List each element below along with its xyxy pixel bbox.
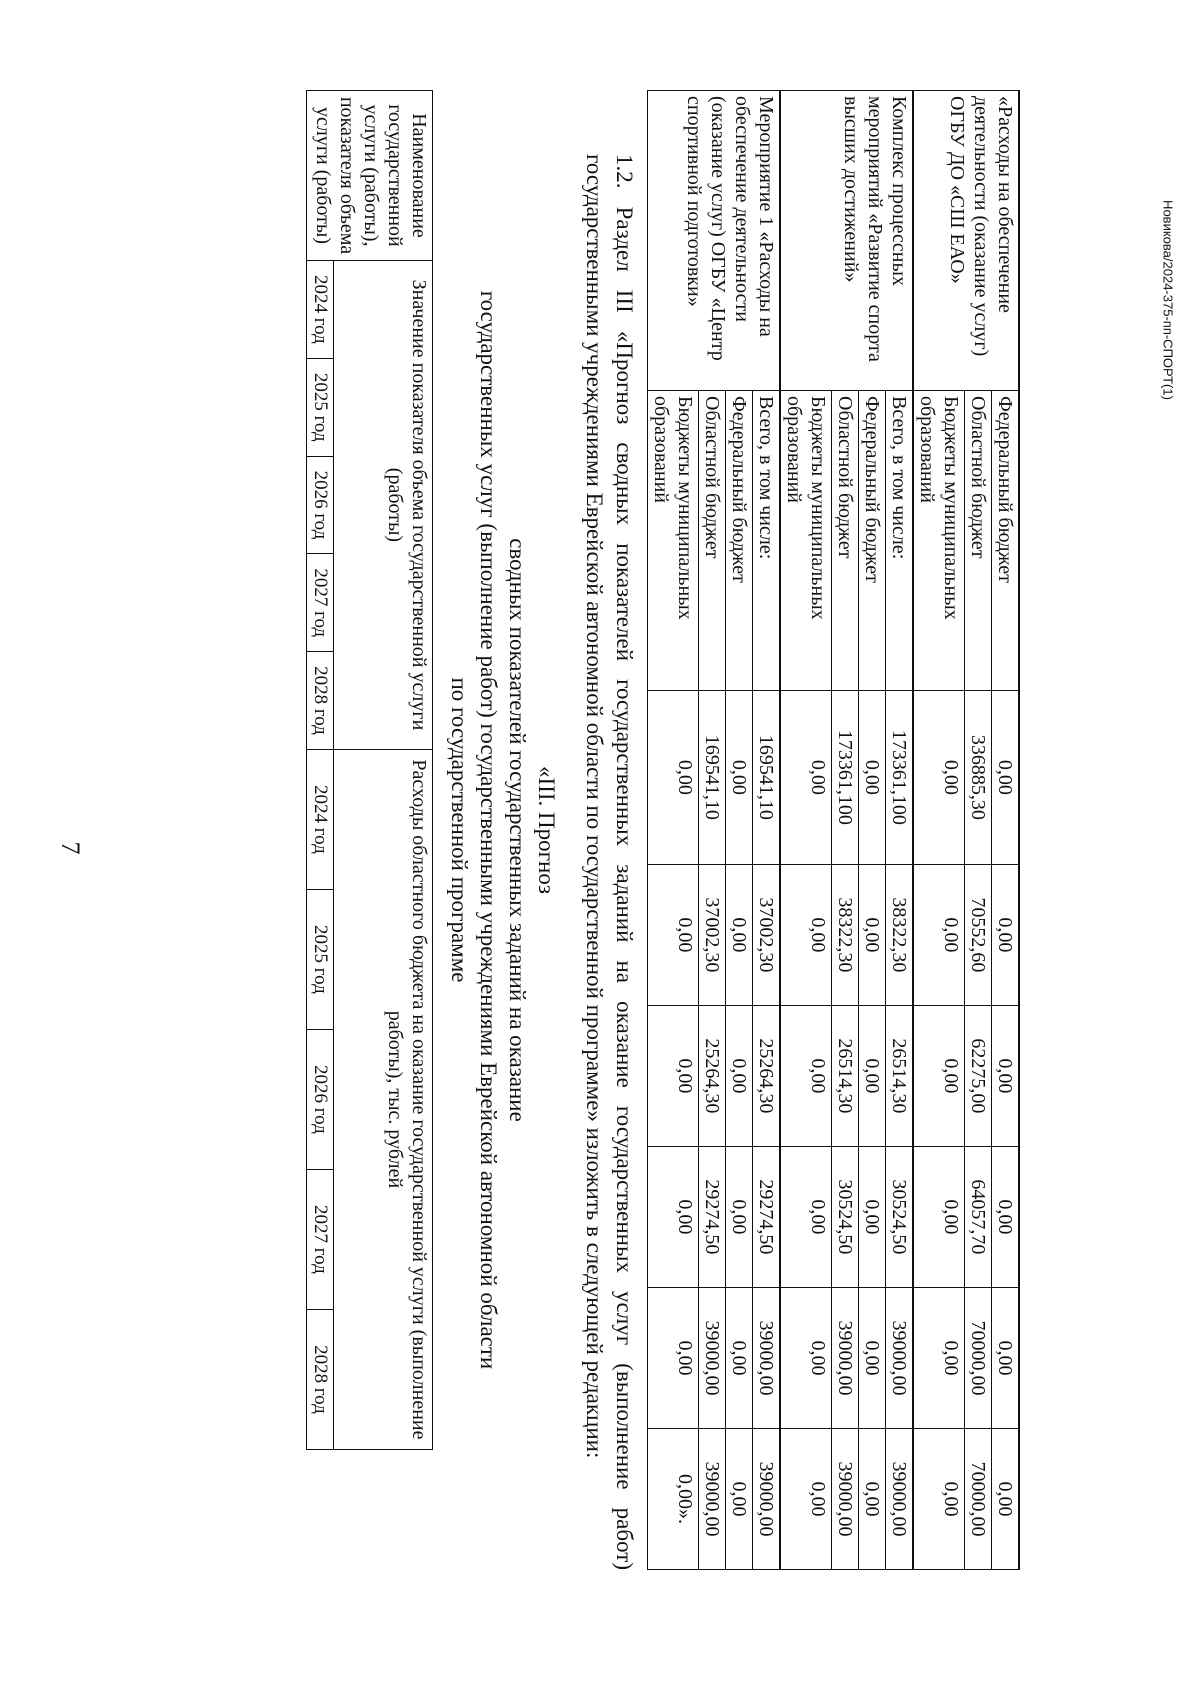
section-heading-line: государственных услуг (выполнение работ) государственными учреждениями Еврейской автономной области bbox=[476, 290, 501, 1370]
funding-source: Областной бюджет bbox=[699, 391, 726, 691]
amount-cell: 37002,30 bbox=[753, 864, 781, 1005]
amount-cell: 0,00 bbox=[726, 864, 753, 1005]
value-year-header: 2027 год bbox=[307, 554, 334, 652]
amount-cell: 26514,30 bbox=[886, 1005, 914, 1146]
amount-cell: 0,00 bbox=[780, 1428, 832, 1569]
expense-year-header: 2024 год bbox=[307, 749, 334, 889]
amount-cell: 0,00 bbox=[992, 864, 1020, 1005]
amount-cell: 0,00 bbox=[992, 1005, 1020, 1146]
forecast-table bbox=[306, 90, 433, 1450]
amount-cell: 39000,00 bbox=[699, 1428, 726, 1569]
expense-year-header: 2027 год bbox=[307, 1169, 334, 1309]
amount-cell: 0,00 bbox=[992, 1146, 1020, 1287]
value-year-header: 2028 год bbox=[307, 652, 334, 750]
finance-table bbox=[647, 90, 1020, 1570]
amount-cell: 25264,30 bbox=[753, 1005, 781, 1146]
amount-cell: 0,00 bbox=[992, 1287, 1020, 1428]
amount-cell: 0,00 bbox=[859, 691, 886, 865]
amendment-text: 1.2. Раздел III «Прогноз сводных показателей государственных заданий на оказание государственных услуг (выполнение работ) государственными учреждениями Еврейской автономной области по государственной программе» изложить в следующей редакции: bbox=[582, 154, 637, 1570]
expense-year-header: 2026 год bbox=[307, 1029, 334, 1169]
amount-cell: 29274,50 bbox=[699, 1146, 726, 1287]
amount-cell: 0,00 bbox=[780, 864, 832, 1005]
amount-cell: 38322,30 bbox=[832, 864, 859, 1005]
amount-cell: 0,00 bbox=[992, 1428, 1020, 1569]
funding-source: Областной бюджет bbox=[965, 391, 992, 691]
amount-cell: 0,00 bbox=[648, 1005, 699, 1146]
expense-item-name: Комплекс процессных мероприятий «Развитие спорта высших достижений» bbox=[780, 91, 913, 391]
amount-cell: 0,00 bbox=[913, 1146, 965, 1287]
amount-cell: 173361,100 bbox=[832, 691, 859, 865]
amount-cell: 0,00 bbox=[913, 1005, 965, 1146]
funding-source: Областной бюджет bbox=[832, 391, 859, 691]
amount-cell: 0,00 bbox=[648, 1146, 699, 1287]
finance-row bbox=[886, 91, 914, 1570]
amount-cell: 0,00 bbox=[648, 1287, 699, 1428]
amount-cell: 38322,30 bbox=[886, 864, 914, 1005]
amount-cell: 0,00 bbox=[780, 1146, 832, 1287]
amount-cell: 64057,70 bbox=[965, 1146, 992, 1287]
forecast-header-values: Значение показателя объема государственной услуги (работы) bbox=[334, 261, 433, 750]
funding-source: Федеральный бюджет bbox=[992, 391, 1020, 691]
expense-item-name: «Расходы на обеспечение деятельности (оказание услуг) ОГБУ ДО «СШ ЕАО» bbox=[913, 91, 1019, 391]
value-year-header: 2025 год bbox=[307, 358, 334, 456]
amount-cell: 0,00 bbox=[648, 691, 699, 865]
amount-cell: 0,00 bbox=[726, 1287, 753, 1428]
amount-cell: 169541,10 bbox=[753, 691, 781, 865]
document-code: Новикова/2024-375-пп-СПОРТ(1) bbox=[1160, 200, 1176, 400]
amount-cell: 0,00 bbox=[992, 691, 1020, 865]
amount-cell: 37002,30 bbox=[699, 864, 726, 1005]
amount-cell: 0,00 bbox=[913, 691, 965, 865]
amount-cell: 173361,100 bbox=[886, 691, 914, 865]
expense-year-header: 2025 год bbox=[307, 889, 334, 1029]
funding-source: Бюджеты муниципальных образований bbox=[913, 391, 965, 691]
finance-row bbox=[992, 91, 1020, 1570]
rotated-content bbox=[190, 90, 1020, 1570]
amount-cell: 336885,30 bbox=[965, 691, 992, 865]
amount-cell: 39000,00 bbox=[886, 1287, 914, 1428]
amount-cell: 0,00 bbox=[859, 1287, 886, 1428]
amount-cell: 39000,00 bbox=[699, 1287, 726, 1428]
amount-cell: 0,00 bbox=[859, 864, 886, 1005]
amount-cell: 30524,50 bbox=[886, 1146, 914, 1287]
amount-cell: 39000,00 bbox=[753, 1287, 781, 1428]
amount-cell: 70552,60 bbox=[965, 864, 992, 1005]
amount-cell: 70000,00 bbox=[965, 1287, 992, 1428]
amount-cell: 0,00». bbox=[648, 1428, 699, 1569]
funding-source: Бюджеты муниципальных образований bbox=[780, 391, 832, 691]
amount-cell: 29274,50 bbox=[753, 1146, 781, 1287]
amount-cell: 25264,30 bbox=[699, 1005, 726, 1146]
amount-cell: 39000,00 bbox=[886, 1428, 914, 1569]
amount-cell: 0,00 bbox=[780, 691, 832, 865]
amount-cell: 0,00 bbox=[780, 1005, 832, 1146]
amount-cell: 0,00 bbox=[780, 1287, 832, 1428]
amount-cell: 30524,50 bbox=[832, 1146, 859, 1287]
amount-cell: 39000,00 bbox=[832, 1287, 859, 1428]
amendment-paragraph bbox=[579, 90, 639, 1570]
funding-source: Всего, в том числе: bbox=[886, 391, 914, 691]
amount-cell: 169541,10 bbox=[699, 691, 726, 865]
section-heading-line: сводных показателей государственных заданий на оказание bbox=[505, 538, 530, 1122]
value-year-header: 2026 год bbox=[307, 456, 334, 554]
funding-source: Всего, в том числе: bbox=[753, 391, 781, 691]
value-year-header: 2024 год bbox=[307, 261, 334, 359]
amount-cell: 0,00 bbox=[859, 1005, 886, 1146]
funding-source: Федеральный бюджет bbox=[726, 391, 753, 691]
amount-cell: 0,00 bbox=[913, 864, 965, 1005]
amount-cell: 62275,00 bbox=[965, 1005, 992, 1146]
amount-cell: 39000,00 bbox=[753, 1428, 781, 1569]
amount-cell: 39000,00 bbox=[832, 1428, 859, 1569]
amount-cell: 26514,30 bbox=[832, 1005, 859, 1146]
amount-cell: 0,00 bbox=[726, 1428, 753, 1569]
page-number: 7 bbox=[56, 841, 85, 855]
amount-cell: 0,00 bbox=[859, 1146, 886, 1287]
finance-row bbox=[753, 91, 781, 1570]
expense-year-header: 2028 год bbox=[307, 1309, 334, 1449]
funding-source: Бюджеты муниципальных образований bbox=[648, 391, 699, 691]
amount-cell: 70000,00 bbox=[965, 1428, 992, 1569]
expense-item-name: Мероприятие 1 «Расходы на обеспечение деятельности (оказание услуг) ОГБУ «Центр спортивной подготовки» bbox=[648, 91, 781, 391]
section-heading-title: «III. Прогноз bbox=[534, 766, 559, 894]
amount-cell: 0,00 bbox=[913, 1287, 965, 1428]
funding-source: Федеральный бюджет bbox=[859, 391, 886, 691]
amount-cell: 0,00 bbox=[726, 691, 753, 865]
amount-cell: 0,00 bbox=[913, 1428, 965, 1569]
forecast-header-name: Наименование государственной услуги (работы), показателя объема услуги (работы) bbox=[307, 91, 433, 261]
amount-cell: 0,00 bbox=[859, 1428, 886, 1569]
section-heading bbox=[445, 90, 561, 1570]
amount-cell: 0,00 bbox=[648, 864, 699, 1005]
amount-cell: 0,00 bbox=[726, 1005, 753, 1146]
section-heading-line: по государственной программе bbox=[447, 677, 472, 983]
amount-cell: 0,00 bbox=[726, 1146, 753, 1287]
forecast-header-expenses: Расходы областного бюджета на оказание государственной услуги (выполнение работы), тыс. рублей bbox=[334, 749, 433, 1449]
